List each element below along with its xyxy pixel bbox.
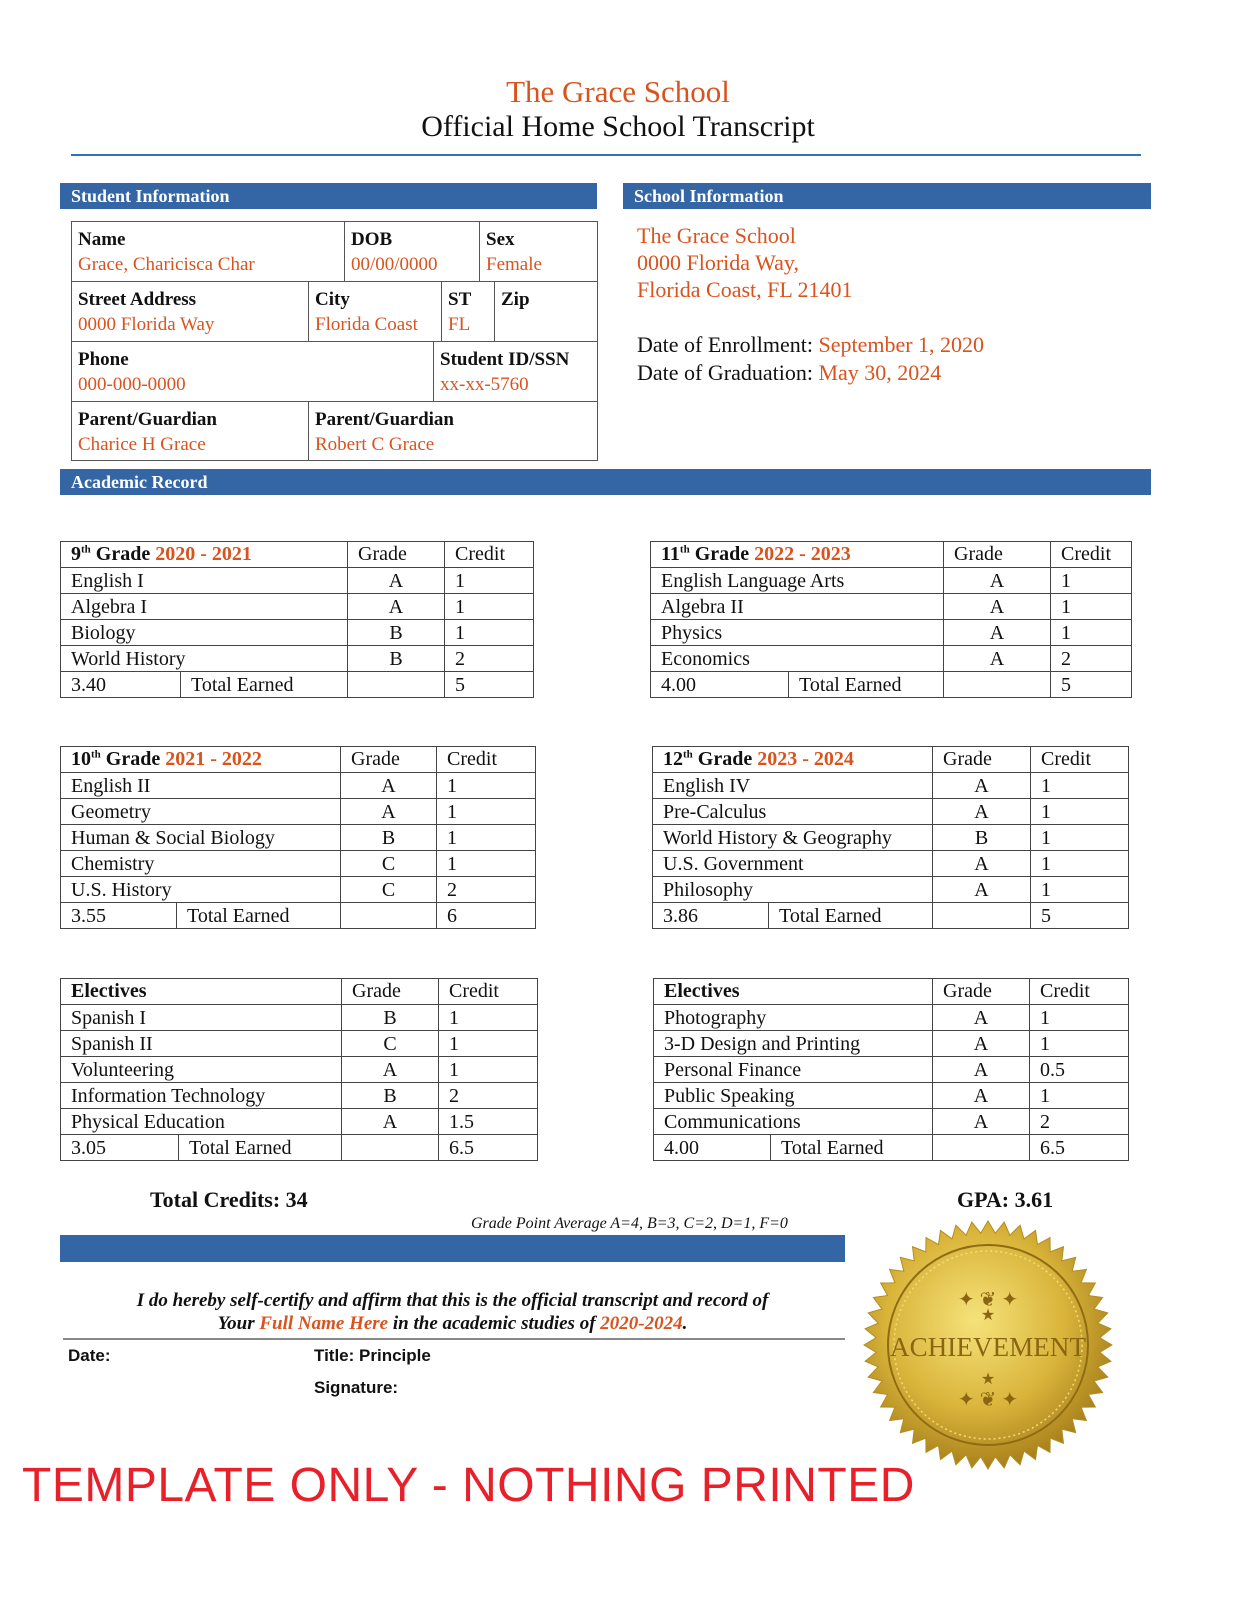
course-credit: 1 [1031,825,1129,851]
signature-line [63,1338,845,1340]
course-credit: 1 [437,825,536,851]
grade-column-header: Grade [944,542,1051,568]
table-row [61,594,534,620]
total-earned-label: Total Earned [179,1135,342,1161]
grade-column-header: Grade [348,542,445,568]
course-credit: 1.5 [439,1109,538,1135]
enroll-label: Date of Enrollment: [637,332,813,357]
course-name: Spanish II [61,1031,342,1057]
student-id-field [434,342,598,402]
table-row [653,773,1129,799]
course-credit: 0.5 [1030,1057,1129,1083]
course-credit: 1 [1030,1031,1129,1057]
table-row [651,620,1132,646]
grade-label: Grade [694,543,750,565]
grade-column-header: Grade [342,979,439,1005]
grade-column-header: Grade [933,747,1031,773]
total-row [61,903,536,929]
signature-label: Signature: [314,1378,399,1397]
course-credit: 1 [1051,594,1132,620]
course-name: English Language Arts [651,568,944,594]
dob-field [345,222,480,282]
course-credit: 1 [1031,877,1129,903]
total-earned-label: Total Earned [771,1135,933,1161]
table-header [61,979,538,1005]
cert-student-name: Full Name Here [259,1313,389,1334]
course-name: Physical Education [61,1109,342,1135]
course-grade: A [933,1005,1030,1031]
label: Street Address [78,289,197,310]
name-field [72,222,345,282]
school-address-line2: Florida Coast, FL 21401 [637,277,853,302]
empty-cell [933,903,1031,929]
course-grade: A [933,1109,1030,1135]
course-grade: A [933,1031,1030,1057]
grade-column-header: Grade [933,979,1030,1005]
table-title [654,979,933,1005]
grade-table [60,978,538,1161]
school-years: 2021 - 2022 [165,748,262,770]
phone-field [72,342,434,402]
electives-label: Electives [71,980,147,1002]
cert-text: Your [217,1313,260,1334]
course-grade: A [944,620,1051,646]
course-credit: 2 [445,646,534,672]
value: Charice H Grace [78,434,206,455]
total-credits-earned: 5 [1031,903,1129,929]
course-name: Physics [651,620,944,646]
total-row [653,903,1129,929]
table-title [653,747,933,773]
course-grade: A [342,1109,439,1135]
credit-column-header: Credit [437,747,536,773]
course-credit: 2 [439,1083,538,1109]
electives-label: Electives [664,980,740,1002]
template-watermark: TEMPLATE ONLY - NOTHING PRINTED [22,1459,915,1512]
empty-cell [341,903,437,929]
table-header [61,747,536,773]
table-row [653,825,1129,851]
credit-column-header: Credit [1031,747,1129,773]
course-name: Algebra I [61,594,348,620]
course-name: Geometry [61,799,341,825]
empty-cell [933,1135,1030,1161]
table-header [653,747,1129,773]
course-name: Spanish I [61,1005,342,1031]
school-address-line1: 0000 Florida Way, [637,250,799,275]
achievement-seal [862,1220,1114,1475]
course-credit: 1 [1031,851,1129,877]
grade-number: 12 [663,748,683,770]
course-grade: A [944,646,1051,672]
total-earned-label: Total Earned [177,903,341,929]
certification-statement [60,1289,845,1335]
table-row [61,799,536,825]
school-years: 2022 - 2023 [754,543,851,565]
course-credit: 1 [437,851,536,877]
total-row [654,1135,1129,1161]
course-credit: 1 [437,773,536,799]
table-title [61,542,348,568]
course-credit: 1 [437,799,536,825]
table-row [61,1057,538,1083]
course-grade: C [341,851,437,877]
course-name: Communications [654,1109,933,1135]
school-info-heading: School Information [623,183,1151,209]
label: Student ID/SSN [440,349,570,370]
table-title [61,979,342,1005]
course-credit: 2 [1030,1109,1129,1135]
cumulative-gpa: GPA: 3.61 [957,1187,1054,1212]
value: 000-000-0000 [78,374,186,395]
course-grade: A [933,799,1031,825]
table-row [653,851,1129,877]
course-credit: 1 [445,594,534,620]
table-row [654,1083,1129,1109]
label: Parent/Guardian [78,409,217,430]
table-row [61,877,536,903]
table-row [653,799,1129,825]
course-name: Personal Finance [654,1057,933,1083]
empty-cell [342,1135,439,1161]
course-credit: 1 [1030,1005,1129,1031]
course-name: Philosophy [653,877,933,903]
course-credit: 1 [445,620,534,646]
table-row [654,1109,1129,1135]
course-name: English I [61,568,348,594]
value: 00/00/0000 [351,254,438,275]
course-name: Pre-Calculus [653,799,933,825]
label: Sex [486,229,515,250]
state-field [442,282,495,342]
total-earned-label: Total Earned [181,672,348,698]
grade-table [652,746,1129,929]
credit-column-header: Credit [445,542,534,568]
course-name: World History & Geography [653,825,933,851]
total-credits-earned: 5 [445,672,534,698]
total-credits-earned: 6.5 [439,1135,538,1161]
course-grade: A [348,594,445,620]
empty-cell [944,672,1051,698]
table-header [654,979,1129,1005]
label: Parent/Guardian [315,409,454,430]
grade-suffix: th [683,748,693,761]
total-credits-earned: 6.5 [1030,1135,1129,1161]
grade-table [653,978,1129,1161]
grade-number: 10 [71,748,91,770]
school-years: 2023 - 2024 [757,748,854,770]
grade-table [60,541,534,698]
total-row [61,1135,538,1161]
label: Phone [78,349,129,370]
value: 0000 Florida Way [78,314,215,335]
table-row [61,825,536,851]
value: Robert C Grace [315,434,435,455]
course-name: U.S. History [61,877,341,903]
course-credit: 1 [1051,620,1132,646]
value: Grace, Charicisca Char [78,254,255,275]
course-credit: 1 [439,1057,538,1083]
value: FL [448,314,471,335]
label: Zip [501,289,530,310]
table-row [651,646,1132,672]
grade-suffix: th [81,543,91,556]
academic-record-heading: Academic Record [60,469,1151,495]
term-gpa: 3.86 [653,903,769,929]
course-name: U.S. Government [653,851,933,877]
total-row [651,672,1132,698]
grad-label: Date of Graduation: [637,360,813,385]
course-grade: A [933,877,1031,903]
course-credit: 1 [439,1005,538,1031]
label: Name [78,229,126,250]
course-name: Algebra II [651,594,944,620]
divider [71,154,1141,156]
sex-field [480,222,598,282]
course-grade: B [341,825,437,851]
course-name: Information Technology [61,1083,342,1109]
value: xx-xx-5760 [440,374,529,395]
table-row [651,568,1132,594]
school-name-title: The Grace School [506,74,730,109]
table-row [61,773,536,799]
course-grade: A [933,773,1031,799]
enroll-date: September 1, 2020 [818,332,985,357]
grade-suffix: th [91,748,101,761]
table-row [651,594,1132,620]
table-row [61,1005,538,1031]
table-row [61,620,534,646]
street-field [72,282,309,342]
grade-suffix: th [679,543,690,556]
course-grade: A [348,568,445,594]
school-address [637,222,853,303]
course-credit: 1 [1031,799,1129,825]
table-header [61,542,534,568]
course-credit: 1 [1051,568,1132,594]
course-grade: A [341,799,437,825]
course-name: World History [61,646,348,672]
course-name: Human & Social Biology [61,825,341,851]
value: Female [486,254,542,275]
label: City [315,289,350,310]
course-grade: B [342,1083,439,1109]
course-grade: A [944,594,1051,620]
credit-column-header: Credit [1030,979,1129,1005]
svg-text:✦ ❦ ✦: ✦ ❦ ✦ [957,1389,1019,1411]
term-gpa: 4.00 [654,1135,771,1161]
city-field [309,282,442,342]
total-credits-earned: 5 [1051,672,1132,698]
table-row [61,1109,538,1135]
grade-label: Grade [95,543,151,565]
grade-label: Grade [105,748,161,770]
course-name: English II [61,773,341,799]
course-credit: 2 [437,877,536,903]
grad-date: May 30, 2024 [818,360,942,385]
course-grade: A [944,568,1051,594]
course-name: Volunteering [61,1057,342,1083]
course-grade: A [341,773,437,799]
course-grade: B [342,1005,439,1031]
grade-number: 9 [71,543,81,565]
course-credit: 1 [1030,1083,1129,1109]
course-name: 3-D Design and Printing [654,1031,933,1057]
parent2-field [309,402,598,460]
course-name: Photography [654,1005,933,1031]
seal-text: ACHIEVEMENT [890,1332,1086,1362]
course-grade: A [342,1057,439,1083]
title-label: Title: Principle [314,1346,431,1365]
table-row [654,1005,1129,1031]
course-grade: B [933,825,1031,851]
student-info-heading: Student Information [60,183,597,209]
school-dates [637,331,984,387]
table-row [654,1031,1129,1057]
table-row [61,568,534,594]
cert-line1: I do hereby self-certify and affirm that this is the official transcript and record of [136,1290,769,1311]
course-name: Public Speaking [654,1083,933,1109]
term-gpa: 3.05 [61,1135,179,1161]
table-title [651,542,944,568]
course-name: Biology [61,620,348,646]
course-grade: A [933,851,1031,877]
cert-text: in the academic studies of [388,1313,601,1334]
svg-text:★: ★ [980,1371,996,1388]
course-grade: C [341,877,437,903]
grade-label: Grade [697,748,753,770]
course-grade: B [348,646,445,672]
svg-text:✦ ❦ ✦: ✦ ❦ ✦ [957,1289,1019,1311]
table-row [653,877,1129,903]
gpa-scale-note: Grade Point Average A=4, B=3, C=2, D=1, F=0 [471,1215,788,1232]
student-info-box [71,221,598,461]
total-earned-label: Total Earned [769,903,933,929]
course-credit: 1 [439,1031,538,1057]
total-row [61,672,534,698]
course-name: Chemistry [61,851,341,877]
course-credit: 1 [1031,773,1129,799]
label: ST [448,289,472,310]
table-row [61,1083,538,1109]
course-credit: 1 [445,568,534,594]
school-name: The Grace School [637,223,796,248]
course-grade: B [348,620,445,646]
total-credits-earned: 6 [437,903,536,929]
course-grade: A [933,1057,1030,1083]
zip-field [495,282,598,342]
grade-table [650,541,1132,698]
course-credit: 2 [1051,646,1132,672]
grade-number: 11 [661,543,680,565]
label: DOB [351,229,393,250]
table-title [61,747,341,773]
table-row [61,851,536,877]
divider-bar [60,1235,845,1262]
school-years: 2020 - 2021 [155,543,252,565]
term-gpa: 3.40 [61,672,181,698]
course-name: English IV [653,773,933,799]
term-gpa: 4.00 [651,672,789,698]
value: Florida Coast [315,314,418,335]
total-credits: Total Credits: 34 [150,1187,308,1212]
course-name: Economics [651,646,944,672]
cert-text: . [682,1313,688,1334]
course-grade: C [342,1031,439,1057]
grade-table [60,746,536,929]
credit-column-header: Credit [439,979,538,1005]
table-row [654,1057,1129,1083]
table-row [61,1031,538,1057]
total-earned-label: Total Earned [789,672,944,698]
cert-years: 2020-2024 [600,1313,683,1334]
svg-text:★: ★ [980,1307,996,1324]
parent1-field [72,402,309,460]
course-grade: A [933,1083,1030,1109]
table-header [651,542,1132,568]
empty-cell [348,672,445,698]
grade-column-header: Grade [341,747,437,773]
table-row [61,646,534,672]
credit-column-header: Credit [1051,542,1132,568]
term-gpa: 3.55 [61,903,177,929]
date-label: Date: [68,1346,111,1365]
document-title: Official Home School Transcript [421,110,815,143]
